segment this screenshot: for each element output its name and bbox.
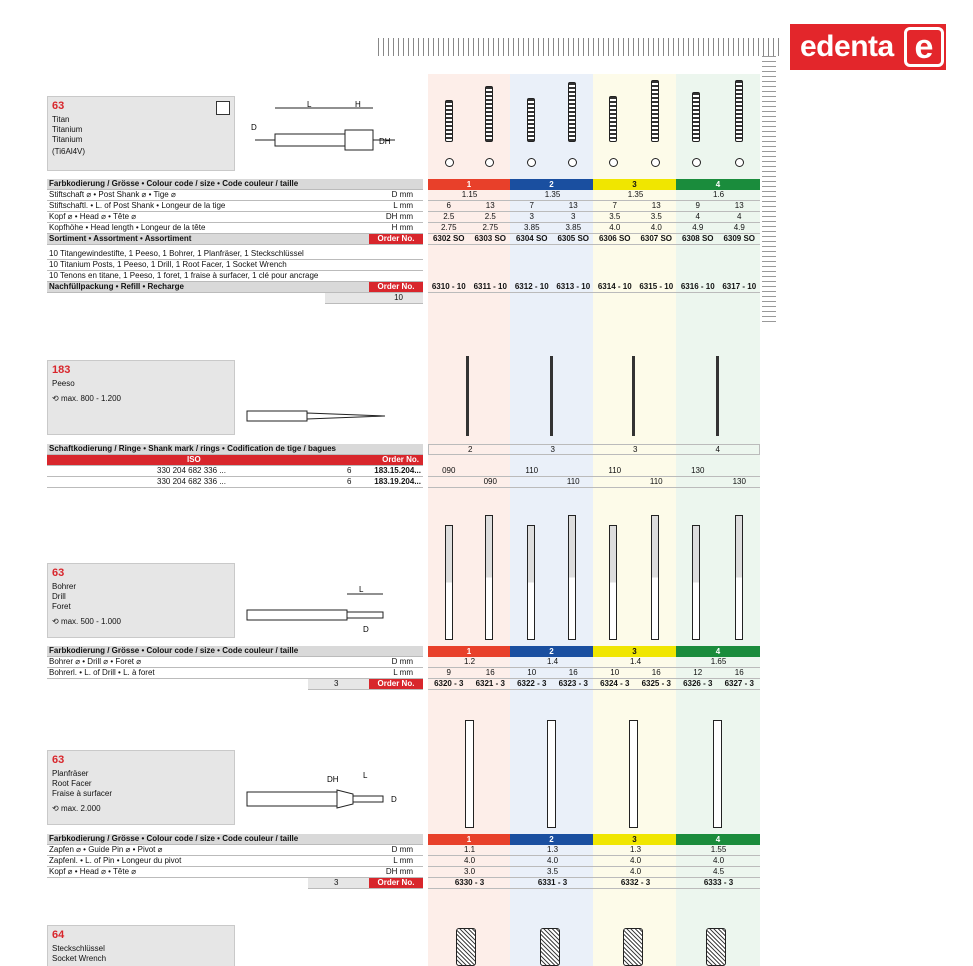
post-cross-section: [609, 158, 618, 167]
value-cell: 13: [651, 201, 661, 210]
value-cell: 4: [695, 212, 700, 221]
row-unit: L mm: [393, 668, 413, 677]
value-cell: 7: [612, 201, 617, 210]
edenta-logo: [790, 24, 946, 70]
values-facer-head-d: [428, 867, 760, 878]
row-unit: H mm: [391, 223, 413, 232]
root-facer-drawing: [245, 768, 405, 826]
order-number: 6310 - 10: [431, 282, 466, 291]
row-label: Sortiment • Assortment • Assortiment: [49, 234, 192, 243]
order-no-label: Order No.: [382, 455, 419, 464]
order-number: 6315 - 10: [639, 282, 674, 291]
values-rings: [428, 444, 760, 455]
product-name-en: Titanium: [52, 125, 83, 134]
value-cell: 1.65: [710, 657, 727, 666]
post-cross-section: [692, 158, 701, 167]
spec-row-head-d: [47, 212, 423, 223]
order-number: 6331 - 3: [537, 878, 568, 887]
row-unit: DH mm: [385, 867, 413, 876]
value-cell: 16: [485, 668, 495, 677]
order-number: 6307 SO: [640, 234, 673, 243]
dim-dh: DH: [327, 775, 339, 784]
dim-d: D: [251, 123, 257, 132]
product-name-de: Planfräser: [52, 769, 89, 778]
peeso-instrument: [550, 356, 553, 436]
values-head-d: [428, 212, 760, 223]
drill-instrument: [445, 525, 453, 640]
row-label: Kopfhöhe • Head length • Longeur de la tête: [49, 223, 206, 232]
titanium-post: [527, 98, 535, 142]
facer-header-colour-code: [47, 834, 423, 845]
speed-value: max. 2.000: [60, 804, 101, 813]
root-facer-instrument: [713, 720, 722, 828]
iso-label: ISO: [187, 455, 201, 464]
row-unit: L mm: [393, 201, 413, 210]
value-cell: 3: [571, 212, 576, 221]
dim-l: L: [363, 771, 368, 780]
product-name-en: Root Facer: [52, 779, 92, 788]
drill-instrument: [485, 515, 493, 640]
dim-h: H: [355, 100, 361, 109]
pack-qty: 6: [347, 477, 352, 486]
post-cross-section: [568, 158, 577, 167]
speed-label: ⟲ max. 2.000: [52, 804, 101, 813]
peeso-instrument: [466, 356, 469, 436]
product-name-de: Bohrer: [52, 582, 77, 591]
value-cell: 2.5: [443, 212, 455, 221]
facer-order-row: [308, 878, 423, 889]
value-cell: 1.1: [463, 845, 476, 854]
socket-wrench-instrument: [456, 928, 476, 966]
root-facer-instrument: [465, 720, 474, 828]
post-cross-section: [735, 158, 744, 167]
order-number: 6327 - 3: [724, 679, 754, 688]
iso-size: 130: [691, 466, 705, 475]
value-cell: 1.3: [546, 845, 559, 854]
order-number: 6311 - 10: [473, 282, 507, 291]
order-number: 6326 - 3: [683, 679, 713, 688]
value-cell: 3.5: [546, 867, 559, 876]
speed-label: ⟲ max. 800 - 1.200: [52, 394, 121, 403]
value-cell: 4.5: [712, 867, 725, 876]
product-number: 63: [52, 754, 65, 766]
value-cell: 1.55: [710, 845, 727, 854]
values-pin-d: [428, 845, 760, 856]
value-cell: 7: [529, 201, 534, 210]
order-no-label: Order No.: [369, 282, 423, 292]
row-label: Bohrer ⌀ • Drill ⌀ • Foret ⌀: [49, 657, 142, 666]
value-cell: 9: [695, 201, 700, 210]
drill-instrument: [651, 515, 659, 640]
assortment-line-de: [47, 249, 423, 260]
order-number: 6332 - 3: [620, 878, 651, 887]
product-name-en: Drill: [52, 592, 66, 601]
iso-size: 110: [525, 466, 539, 475]
order-number: 183.19.204...: [374, 477, 421, 486]
row-label: 10 Titangewindestifte, 1 Peeso, 1 Bohrer, 1 Planfräser, 1 Steckschlüssel: [49, 249, 304, 258]
product-box-peeso: [47, 360, 235, 435]
row-unit: D mm: [391, 190, 413, 199]
titanium-post: [609, 96, 617, 142]
iso-row-1: [47, 466, 423, 477]
logo-mark: e: [904, 27, 944, 67]
order-number: 183.15.204...: [374, 466, 421, 475]
product-name-fr: Titanium: [52, 135, 83, 144]
value-cell: 12: [693, 668, 703, 677]
value-cell: 16: [568, 668, 578, 677]
value-cell: 10: [610, 668, 620, 677]
post-cross-section: [445, 158, 454, 167]
order-number: 6302 SO: [432, 234, 465, 243]
order-number: 6305 SO: [557, 234, 590, 243]
row-unit: L mm: [393, 856, 413, 865]
pack-qty: 3: [334, 878, 339, 887]
order-number: 6317 - 10: [722, 282, 757, 291]
values-facer-orders: [428, 878, 760, 889]
value-cell: 1.6: [712, 190, 725, 199]
values-iso-top: [428, 466, 760, 477]
row-label: Kopf ⌀ • Head ⌀ • Tête ⌀: [49, 212, 137, 221]
order-number: 6321 - 3: [475, 679, 505, 688]
post-cross-section: [651, 158, 660, 167]
value-cell: 3.85: [523, 223, 540, 232]
iso-size: 090: [442, 466, 456, 475]
value-cell: 4: [737, 212, 742, 221]
value-cell: 4.0: [712, 856, 725, 865]
value-cell: 16: [651, 668, 661, 677]
product-number: 63: [52, 567, 65, 579]
order-no-label: Order No.: [369, 878, 423, 888]
drill-header-colour-code: [47, 646, 423, 657]
tool-icon: [216, 101, 230, 115]
iso-code: 330 204 682 336 ...: [157, 466, 226, 475]
product-name-fr: Foret: [52, 602, 71, 611]
drill-instrument: [735, 515, 743, 640]
value-cell: 3.5: [650, 212, 662, 221]
size-badge-4: 4: [676, 646, 760, 657]
spec-row-shank-l: [47, 201, 423, 212]
values-drill-l: [428, 668, 760, 679]
shank-mark-header: [47, 444, 423, 455]
value-cell: 4.0: [463, 856, 476, 865]
product-name: Peeso: [52, 379, 75, 388]
value-cell: 2.75: [440, 223, 457, 232]
value-cell: 4.9: [692, 223, 704, 232]
spec-row-assortment: [47, 234, 423, 245]
dim-l: L: [359, 585, 364, 594]
row-unit: D mm: [391, 845, 413, 854]
row-label: Farbkodierung / Grösse • Colour code / size • Code couleur / taille: [49, 834, 299, 843]
value-cell: 4.0: [629, 867, 642, 876]
row-label: Stiftschaftl. • L. of Post Shank • Longeur de la tige: [49, 201, 226, 210]
value-cell: 13: [568, 201, 578, 210]
row-label: Stiftschaft ⌀ • Post Shank ⌀ • Tige ⌀: [49, 190, 176, 199]
logo-text: edenta: [800, 30, 894, 63]
root-facer-instrument: [629, 720, 638, 828]
value-cell: 1.3: [629, 845, 642, 854]
value-cell: 2.5: [484, 212, 496, 221]
measuring-ruler: [378, 38, 780, 56]
drill-row-l: [47, 668, 423, 679]
iso-size: 110: [608, 466, 622, 475]
values-head-h: [428, 223, 760, 234]
speed-label: ⟲ max. 500 - 1.000: [52, 617, 121, 626]
order-number: 6316 - 10: [680, 282, 715, 291]
values-orders: [428, 234, 760, 245]
product-name-de: Steckschlüssel: [52, 944, 105, 953]
row-unit: DH mm: [385, 212, 413, 221]
product-name-en: Socket Wrench: [52, 954, 107, 963]
value-cell: 6: [446, 201, 451, 210]
row-label: Farbkodierung / Grösse • Colour code / size • Code couleur / taille: [49, 646, 299, 655]
spec-header-colour-code: [47, 179, 423, 190]
order-number: 6325 - 3: [641, 679, 671, 688]
size-badge-2: 2: [510, 179, 593, 190]
size-badge-2: 2: [510, 834, 593, 845]
row-label: Kopf ⌀ • Head ⌀ • Tête ⌀: [49, 867, 137, 876]
ring-count: 4: [715, 445, 720, 454]
values-refill-orders: [428, 282, 760, 293]
speed-value: max. 500 - 1.000: [60, 617, 121, 626]
assortment-line-en: [47, 260, 423, 271]
socket-wrench-instrument: [540, 928, 560, 966]
product-number: 183: [52, 364, 71, 376]
peeso-instrument: [632, 356, 635, 436]
product-number: 63: [52, 100, 65, 112]
spec-row-shank-d: [47, 190, 423, 201]
titanium-post: [735, 80, 743, 142]
iso-size: 130: [732, 477, 746, 486]
row-label: Nachfüllpackung • Refill • Recharge: [49, 282, 184, 291]
value-cell: 1.4: [629, 657, 642, 666]
speed-value: max. 800 - 1.200: [60, 394, 121, 403]
order-number: 6324 - 3: [600, 679, 630, 688]
value-cell: 3.0: [463, 867, 476, 876]
dim-l: L: [307, 100, 312, 109]
pack-qty: 6: [347, 466, 352, 475]
titanium-post: [651, 80, 659, 142]
size-badge-4: 4: [676, 179, 760, 190]
size-badge-1: 1: [428, 646, 510, 657]
pack-qty: 3: [334, 679, 339, 688]
refill-qty-row: [325, 293, 423, 304]
peeso-drawing: [245, 405, 395, 429]
size-badge-4: 4: [676, 834, 760, 845]
product-number: 64: [52, 929, 65, 941]
row-unit: D mm: [391, 657, 413, 666]
refill-qty: 10: [394, 293, 403, 302]
product-box-socket-wrench: [47, 925, 235, 966]
ring-count: 3: [550, 445, 555, 454]
value-cell: 4.0: [546, 856, 559, 865]
value-cell: 4.9: [733, 223, 745, 232]
order-number: 6313 - 10: [556, 282, 591, 291]
facer-row-pin-d: [47, 845, 423, 856]
assortment-line-fr: [47, 271, 423, 282]
value-cell: 1.15: [461, 190, 478, 199]
alloy-label: (Ti6Al4V): [52, 147, 86, 156]
order-number: 6304 SO: [515, 234, 548, 243]
socket-wrench-instrument: [623, 928, 643, 966]
row-label: Farbkodierung / Grösse • Colour code / size • Code couleur / taille: [49, 179, 299, 188]
product-box-titanium-posts: [47, 96, 235, 171]
dim-d: D: [391, 795, 397, 804]
iso-code: 330 204 682 336 ...: [157, 477, 226, 486]
order-number: 6303 SO: [474, 234, 507, 243]
order-number: 6330 - 3: [454, 878, 485, 887]
values-shank-l: [428, 201, 760, 212]
order-number: 6322 - 3: [517, 679, 547, 688]
post-dimension-drawing: [245, 100, 425, 160]
value-cell: 1.4: [546, 657, 559, 666]
value-cell: 1.35: [627, 190, 644, 199]
drill-order-row: [308, 679, 423, 690]
spec-row-refill: [47, 282, 423, 293]
values-shank-d: [428, 190, 760, 201]
drill-instrument: [527, 525, 535, 640]
peeso-instrument: [716, 356, 719, 436]
iso-row-2: [47, 477, 423, 488]
ring-count: 2: [468, 445, 473, 454]
value-cell: 2.75: [482, 223, 499, 232]
row-label: Schaftkodierung / Ringe • Shank mark / rings • Codification de tige / bagues: [49, 444, 336, 453]
size-badge-3: 3: [593, 834, 676, 845]
socket-wrench-instrument: [706, 928, 726, 966]
order-number: 6323 - 3: [558, 679, 588, 688]
values-pin-l: [428, 856, 760, 867]
value-cell: 3.5: [609, 212, 621, 221]
facer-row-head-d: [47, 867, 423, 878]
iso-size: 110: [566, 477, 580, 486]
size-badge-1: 1: [428, 834, 510, 845]
product-name-de: Titan: [52, 115, 70, 124]
order-number: 6320 - 3: [434, 679, 464, 688]
measuring-ruler-vertical: [762, 56, 776, 326]
order-no-label: Order No.: [369, 234, 423, 244]
product-name-fr: Fraise à surfacer: [52, 789, 113, 798]
order-number: 6309 SO: [723, 234, 756, 243]
post-cross-section: [485, 158, 494, 167]
post-cross-section: [527, 158, 536, 167]
row-label: Bohrerl. • L. of Drill • L. à foret: [49, 668, 155, 677]
values-drill-d: [428, 657, 760, 668]
value-cell: 4.0: [609, 223, 621, 232]
value-cell: 16: [734, 668, 744, 677]
size-badge-2: 2: [510, 646, 593, 657]
size-badge-1: 1: [428, 179, 510, 190]
row-label: Zapfenl. • L. of Pin • Longeur du pivot: [49, 856, 182, 865]
value-cell: 10: [527, 668, 537, 677]
size-badge-3: 3: [593, 179, 676, 190]
drill-row-d: [47, 657, 423, 668]
dim-dh: DH: [379, 137, 391, 146]
value-cell: 13: [734, 201, 744, 210]
titanium-post: [568, 82, 576, 142]
ring-count: 3: [633, 445, 638, 454]
value-cell: 1.35: [544, 190, 561, 199]
order-number: 6312 - 10: [514, 282, 549, 291]
iso-header-row: [47, 455, 423, 466]
order-no-label: Order No.: [369, 679, 423, 689]
value-cell: 1.2: [463, 657, 476, 666]
row-label: 10 Titanium Posts, 1 Peeso, 1 Drill, 1 Root Facer, 1 Socket Wrench: [49, 260, 287, 269]
value-cell: 13: [485, 201, 495, 210]
spec-row-head-h: [47, 223, 423, 234]
titanium-post: [692, 92, 700, 142]
iso-size: 110: [649, 477, 663, 486]
values-iso-bottom: [428, 477, 760, 488]
iso-size: 090: [483, 477, 497, 486]
drill-instrument: [692, 525, 700, 640]
product-box-root-facer: [47, 750, 235, 825]
row-label: 10 Tenons en titane, 1 Peeso, 1 foret, 1 fraise à surfacer, 1 clé pour ancrage: [49, 271, 319, 280]
size-badge-3: 3: [593, 646, 676, 657]
drill-instrument: [609, 525, 617, 640]
order-number: 6333 - 3: [703, 878, 734, 887]
root-facer-instrument: [547, 720, 556, 828]
row-label: Zapfen ⌀ • Guide Pin ⌀ • Pivot ⌀: [49, 845, 163, 854]
value-cell: 3.85: [565, 223, 582, 232]
product-box-drill: [47, 563, 235, 638]
titanium-post: [485, 86, 493, 142]
order-number: 6314 - 10: [597, 282, 632, 291]
drill-drawing: [245, 582, 395, 637]
facer-row-pin-l: [47, 856, 423, 867]
value-cell: 4.0: [650, 223, 662, 232]
order-number: 6308 SO: [681, 234, 714, 243]
value-cell: 3: [529, 212, 534, 221]
drill-instrument: [568, 515, 576, 640]
titanium-post: [445, 100, 453, 142]
value-cell: 9: [446, 668, 451, 677]
order-number: 6306 SO: [598, 234, 631, 243]
values-drill-orders: [428, 679, 760, 690]
dim-d: D: [363, 625, 369, 634]
value-cell: 4.0: [629, 856, 642, 865]
